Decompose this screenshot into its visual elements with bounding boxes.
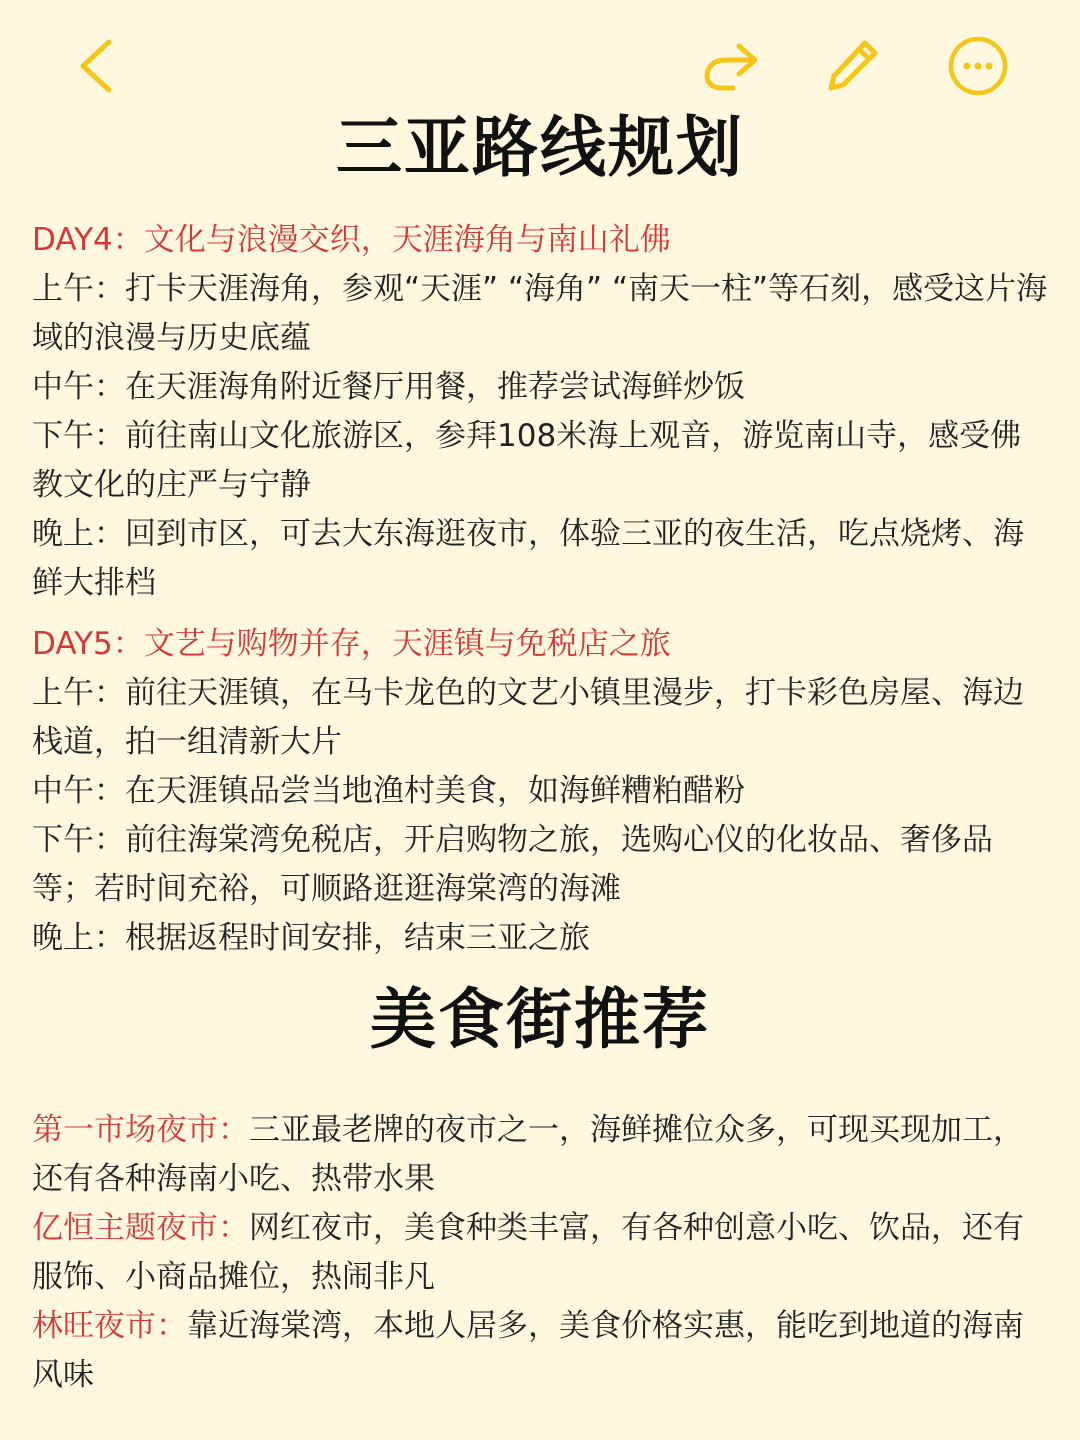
schedule-item <box>32 265 1048 363</box>
back-button[interactable] <box>56 26 136 106</box>
schedule-text: 前往南山文化旅游区，参拜108米海上观音，游览南山寺，感受佛教文化的庄严与宁静 <box>32 418 1022 503</box>
schedule-text: 根据返程时间安排，结束三亚之旅 <box>125 920 590 956</box>
share-arrow-icon <box>699 38 761 94</box>
chevron-left-icon <box>71 36 121 96</box>
pencil-icon <box>821 35 883 97</box>
food-item <box>32 1302 1048 1400</box>
time-label: 晚上： <box>32 920 125 956</box>
time-label: 上午： <box>32 675 125 711</box>
schedule-item <box>32 914 1048 963</box>
schedule-item <box>32 767 1048 816</box>
time-label: 晚上： <box>32 516 125 552</box>
food-street-list <box>32 1106 1048 1400</box>
more-dots-icon <box>946 34 1010 98</box>
food-title: 美食街推荐 <box>370 981 710 1058</box>
day-section <box>32 620 1048 963</box>
schedule-text: 回到市区，可去大东海逛夜市，体验三亚的夜生活，吃点烧烤、海鲜大排档 <box>32 516 1024 601</box>
food-item-text: 三亚最老牌的夜市之一，海鲜摊位众多，可现买现加工，还有各种海南小吃、热带水果 <box>32 1112 1024 1197</box>
schedule-item <box>32 816 1048 914</box>
time-label: 中午： <box>32 773 125 809</box>
schedule-text: 打卡天涯海角，参观“天涯” “海角” “南天一柱”等石刻，感受这片海域的浪漫与历史底蕴 <box>32 271 1048 356</box>
food-item-name: 亿恒主题夜市： <box>32 1210 249 1246</box>
food-item-name: 第一市场夜市： <box>32 1112 249 1148</box>
food-item-text: 网红夜市，美食种类丰富，有各种创意小吃、饮品，还有服饰、小商品摊位，热闹非凡 <box>32 1210 1024 1295</box>
food-item-text: 靠近海棠湾，本地人居多，美食价格实惠，能吃到地道的海南风味 <box>32 1308 1024 1393</box>
time-label: 下午： <box>32 822 125 858</box>
more-button[interactable] <box>938 26 1018 106</box>
time-label: 上午： <box>32 271 125 307</box>
schedule-item <box>32 412 1048 510</box>
schedule-item <box>32 510 1048 608</box>
schedule-item <box>32 363 1048 412</box>
day-section <box>32 216 1048 608</box>
schedule-text: 在天涯镇品尝当地渔村美食，如海鲜糟粕醋粉 <box>125 773 745 809</box>
route-plan <box>32 216 1048 975</box>
schedule-item <box>32 669 1048 767</box>
schedule-text: 在天涯海角附近餐厅用餐，推荐尝试海鲜炒饭 <box>125 369 745 405</box>
food-item <box>32 1106 1048 1204</box>
food-item-name: 林旺夜市： <box>32 1308 187 1344</box>
route-title: 三亚路线规划 <box>336 109 744 186</box>
time-label: 下午： <box>32 418 125 454</box>
time-label: 中午： <box>32 369 125 405</box>
day-heading: DAY4：文化与浪漫交织，天涯海角与南山礼佛 <box>32 222 671 258</box>
schedule-text: 前往天涯镇，在马卡龙色的文艺小镇里漫步，打卡彩色房屋、海边栈道，拍一组清新大片 <box>32 675 1024 760</box>
schedule-text: 前往海棠湾免税店，开启购物之旅，选购心仪的化妆品、奢侈品等；若时间充裕，可顺路逛逛海棠湾的海滩 <box>32 822 993 907</box>
food-item <box>32 1204 1048 1302</box>
share-button[interactable] <box>690 26 770 106</box>
edit-button[interactable] <box>812 26 892 106</box>
day-heading: DAY5：文艺与购物并存，天涯镇与免税店之旅 <box>32 626 671 662</box>
